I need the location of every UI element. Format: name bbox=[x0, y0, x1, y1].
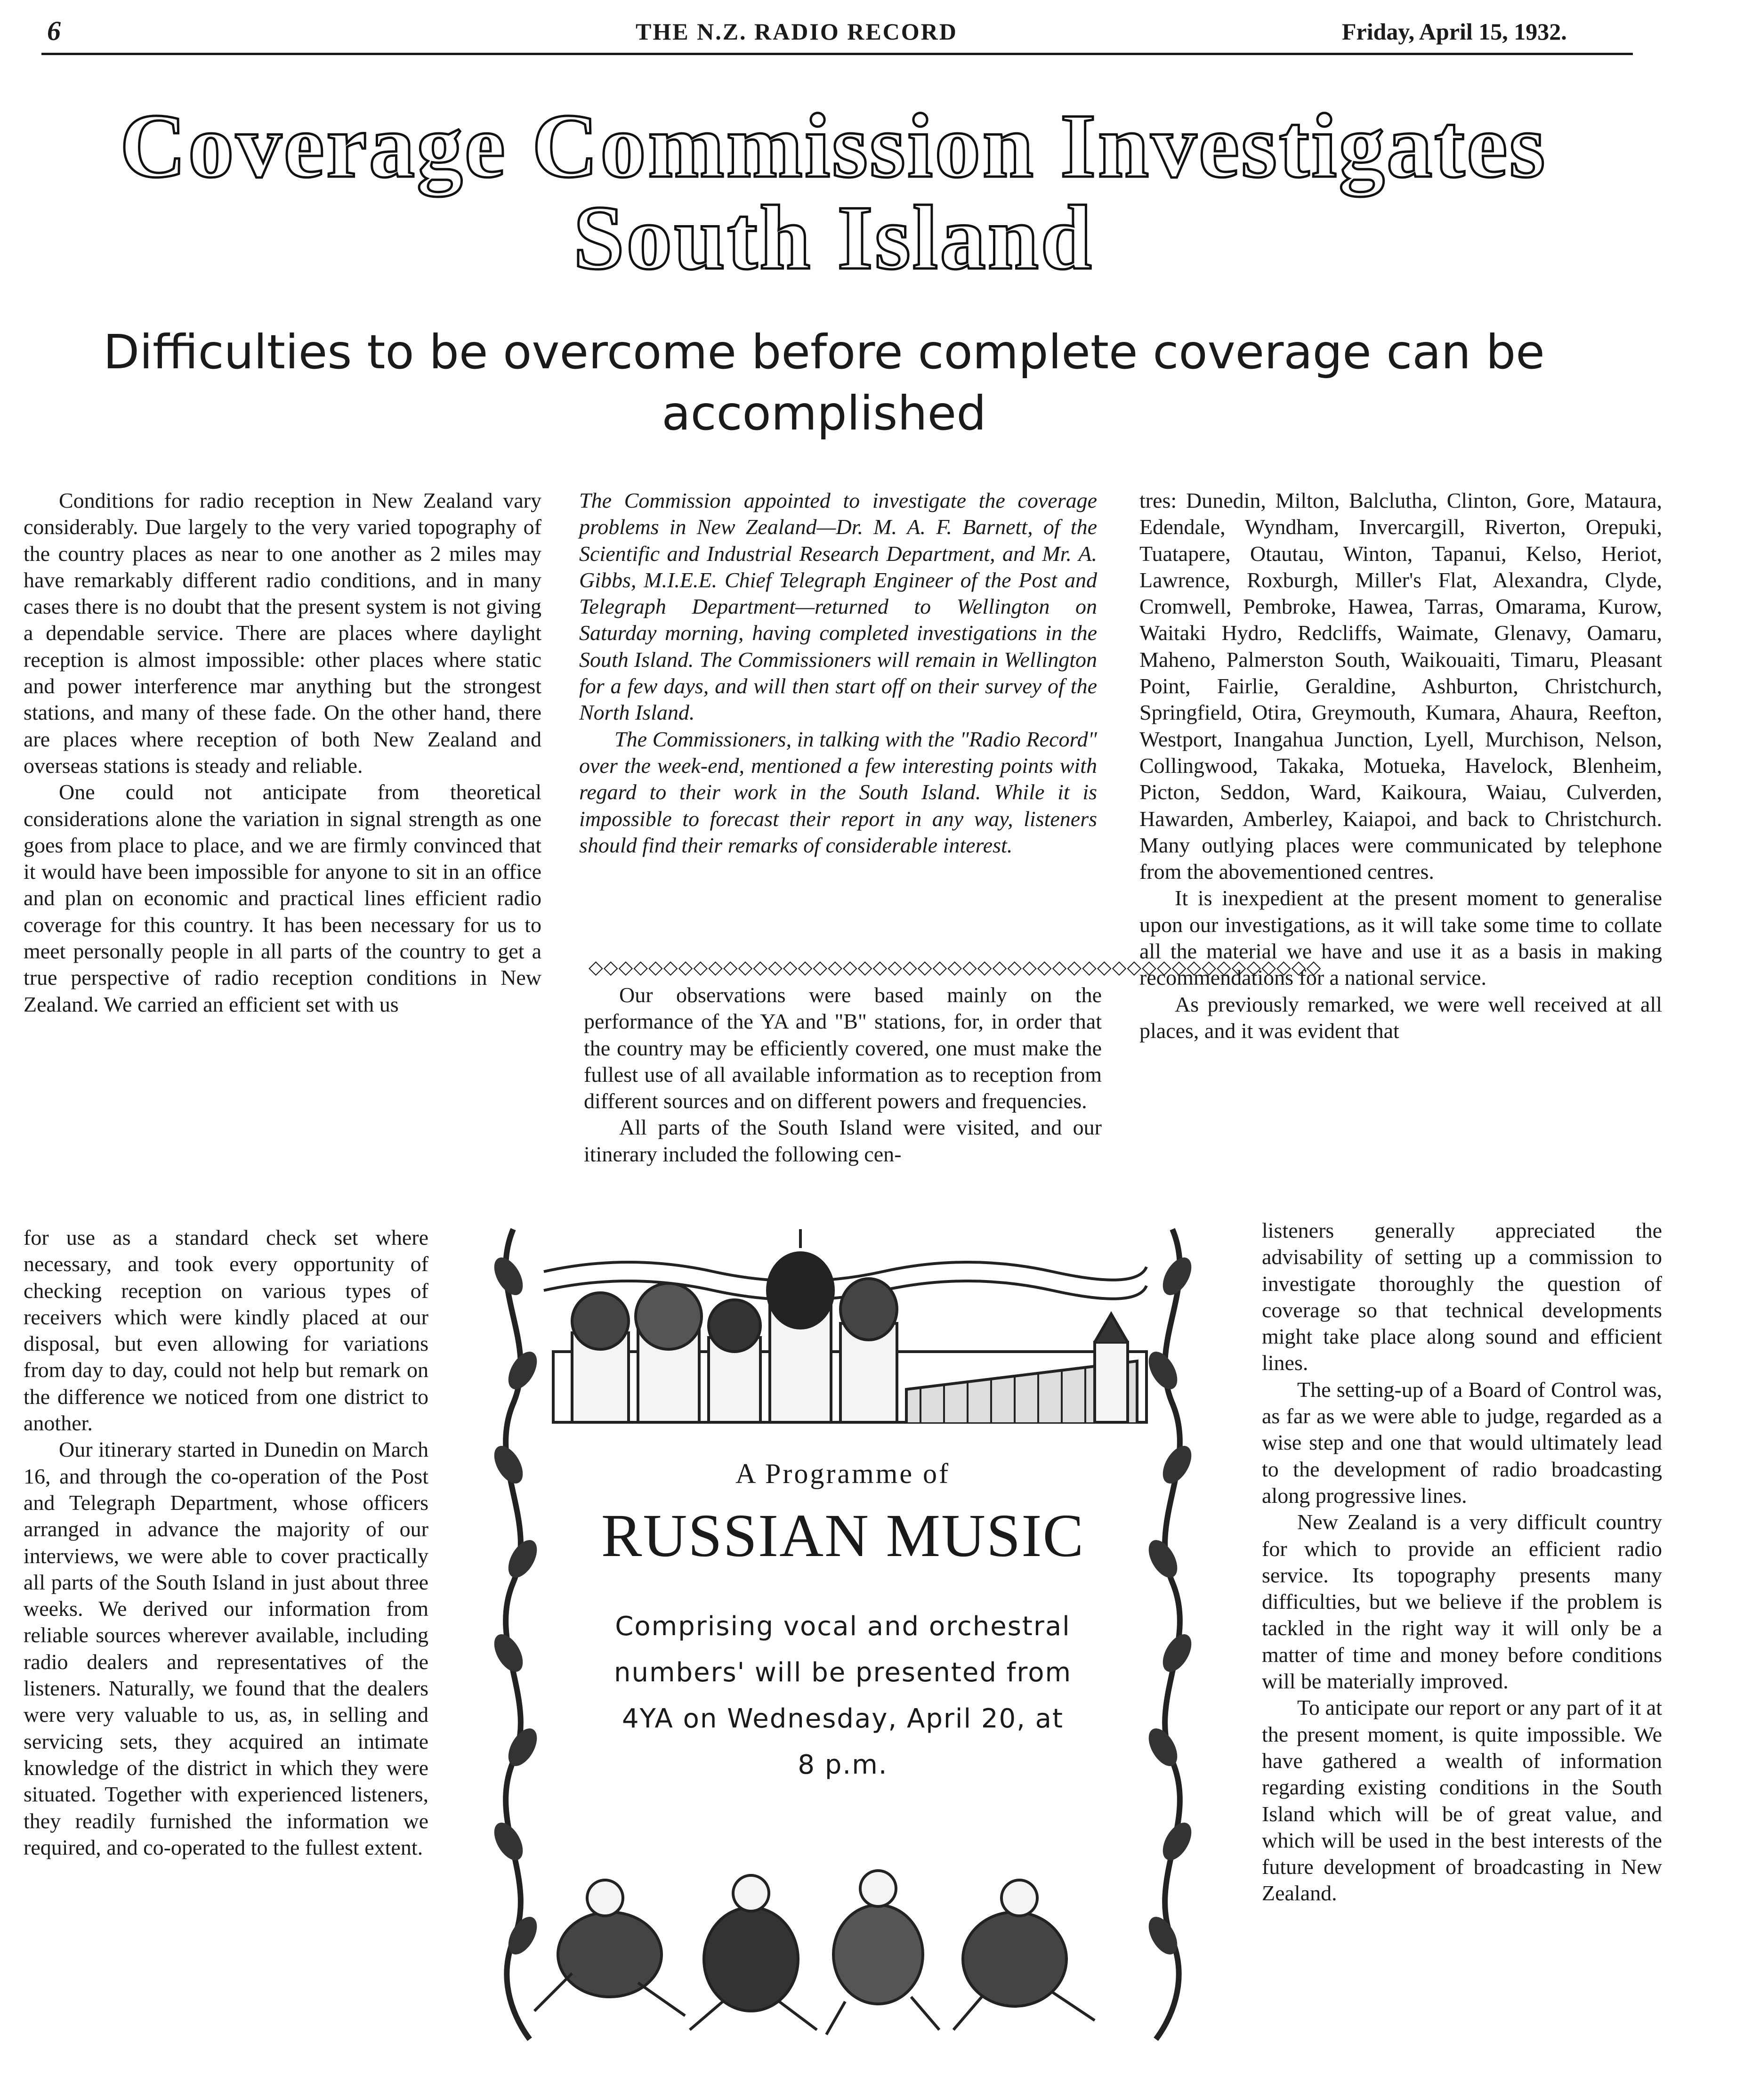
article-paragraph: listeners generally appreciated the advisability of setting up a commission to investigate thoroughly the question of coverage so that technical developments might take place along sound and efficient lines. bbox=[1262, 1218, 1662, 1375]
page-number: 6 bbox=[47, 16, 61, 46]
cossack-dancers-illustration bbox=[534, 1871, 1095, 2035]
article-paragraph: As previously remarked, we were well received at all places, and it was evident that bbox=[1139, 992, 1662, 1043]
article-paragraph: for use as a standard check set where necessary, and took every opportunity of checking reception on various types of receivers which were kindly placed at our disposal, but even allowing for variations from day to day, could not help but remark on the difference we noticed from one district to another. bbox=[24, 1225, 428, 1435]
advert-detail-line: 4YA on Wednesday, April 20, at bbox=[622, 1703, 1064, 1734]
issue-date: Friday, April 15, 1932. bbox=[1342, 18, 1567, 45]
column-3-upper bbox=[1139, 487, 1662, 1044]
column-1-upper bbox=[24, 487, 541, 1018]
advert-detail-line: 8 p.m. bbox=[798, 1750, 888, 1780]
article-paragraph: All parts of the South Island were visited, and our itinerary included the following cen- bbox=[584, 1115, 1102, 1166]
advert-detail-line: Comprising vocal and orchestral bbox=[615, 1611, 1071, 1642]
advert-detail-line: numbers' will be presented from bbox=[614, 1657, 1072, 1688]
kremlin-skyline-illustration bbox=[544, 1229, 1146, 1422]
column-3-lower bbox=[1262, 1217, 1662, 1907]
intro-paragraph: The Commission appointed to investigate the coverage problems in New Zealand—Dr. M. A. F. Barnett, of the Scientific and Industrial Research Department, and Mr. A. Gibbs, M.I.E.E. Chief Telegraph Engineer of the Post and Telegraph Department—returned to Wellington on Saturday morning, having completed investigations in the South Island. The Commissioners will remain in Wellington for a few days, and will then start off on their survey of the North Island. bbox=[579, 488, 1097, 725]
subheadline-line-2: accomplished bbox=[662, 386, 986, 441]
intro-paragraph: The Commissioners, in talking with the "Radio Record" over the week-end, mentioned a few interesting points with regard to their work in the South Island. While it is impossible to forecast their report in any way, listeners should find their remarks of considerable interest. bbox=[579, 727, 1097, 857]
commission-intro bbox=[579, 487, 1097, 859]
article-paragraph: Conditions for radio reception in New Zealand vary considerably. Due largely to the very varied topography of the country places as near to one another as 2 miles may have remarkably different radio conditions, and in many cases there is no doubt that the present system is not giving a dependable service. There are places where daylight reception is almost impossible: other places where static and power interference mar anything but the strongest stations, and many of these fade. On the other hand, there are places where reception of both New Zealand and overseas stations is steady and reliable. bbox=[24, 488, 541, 778]
article-paragraph: It is inexpedient at the present moment to generalise upon our investigations, as it will take some time to collate all the material we have and use it as a basis in making recommendations for a national service. bbox=[1139, 886, 1662, 990]
header-rule bbox=[41, 53, 1633, 55]
headline-line-1: Coverage Commission Investigates bbox=[120, 95, 1547, 197]
column-2-body bbox=[584, 982, 1102, 1168]
ornamental-divider: ◇◇◇◇◇◇◇◇◇◇◇◇◇◇◇◇◇◇◇◇◇◇◇◇◇◇◇◇◇◇◇◇◇◇◇◇◇◇◇◇◇◇◇◇◇◇◇◇◇ bbox=[589, 957, 1322, 978]
advert-details bbox=[558, 1604, 1128, 1788]
article-paragraph: The setting-up of a Board of Control was, as far as we were able to judge, regarded as a wise step and one that would ultimately lead to the development of radio broadcasting along progressive lines. bbox=[1262, 1377, 1662, 1508]
article-paragraph: To anticipate our report or any part of it at the present moment, is quite impossible. We have gathered a wealth of information regarding existing conditions in the South Island which will be of great value, and which will be used in the best interests of the future development of broadcasting in New Zealand. bbox=[1262, 1695, 1662, 1905]
article-paragraph: Our itinerary started in Dunedin on March 16, and through the co-operation of the Post and Telegraph Department, whose officers arranged in advance the majority of our interviews, we were able to cover practically all parts of the South Island in just about three weeks. We derived our information from reliable sources wherever available, including radio dealers and representatives of the listeners. Naturally, we found that the dealers were very valuable to us, as, in selling and servicing sets, they acquired an intimate knowledge of the district in which they were situated. Together with experienced listeners, they readily furnished the information we required, and co-operated to the fullest extent. bbox=[24, 1437, 428, 1859]
article-paragraph: One could not anticipate from theoretical considerations alone the variation in signal strength as one goes from place to place, and we are firmly convinced that it would have been impossible for anyone to sit in an office and plan on economic and practical lines efficient radio coverage for this country. It has been necessary for us to meet personally people in all parts of the country to get a true perspective of radio reception conditions in New Zealand. We carried an efficient set with us bbox=[24, 780, 541, 1016]
column-1-lower bbox=[24, 1224, 428, 1861]
right-vine-leaves bbox=[1143, 1253, 1197, 1959]
advert-intro: A Programme of bbox=[735, 1458, 950, 1489]
russian-music-advert bbox=[487, 1220, 1198, 2044]
subheadline-line-1: Difficulties to be overcome before complete coverage can be bbox=[103, 324, 1545, 380]
article-paragraph: Our observations were based mainly on the performance of the YA and "B" stations, for, in order that the country may be efficiently covered, one must make the fullest use of all available information as to reception from different sources and on different powers and frequencies. bbox=[584, 983, 1102, 1113]
article-paragraph: tres: Dunedin, Milton, Balclutha, Clinton, Gore, Mataura, Edendale, Wyndham, Invercargill, Riverton, Orepuki, Tuatapere, Otautau, Winton, Tapanui, Kelso, Heriot, Lawrence, Roxburgh, Miller's Flat, Alexandra, Clyde, Cromwell, Pembroke, Hawea, Tarras, Omarama, Kurow, Waitaki Hydro, Redcliffs, Waimate, Glenavy, Oamaru, Maheno, Palmerston South, Waikouaiti, Timaru, Pleasant Point, Fairlie, Geraldine, Ashburton, Christchurch, Springfield, Otira, Greymouth, Kumara, Ahaura, Reefton, Westport, Inangahua Junction, Lyell, Murchison, Nelson, Collingwood, Takaka, Motueka, Havelock, Blenheim, Picton, Seddon, Ward, Kaikoura, Waiau, Culverden, Hawarden, Amberley, Kaiapoi, and back to Christchurch. Many outlying places were communicated by telephone from the abovementioned centres. bbox=[1139, 488, 1662, 884]
article-paragraph: New Zealand is a very difficult country for which to provide an efficient radio service. Its topography presents many difficulties, but we believe if the problem is tackled in the right way it will only be a matter of time and money before conditions will be materially improved. bbox=[1262, 1510, 1662, 1694]
headline-line-2: South Island bbox=[573, 187, 1094, 289]
left-vine-leaves bbox=[488, 1253, 543, 1959]
publication-name: THE N.Z. RADIO RECORD bbox=[636, 18, 958, 45]
advert-title: RUSSIAN MUSIC bbox=[601, 1502, 1085, 1570]
